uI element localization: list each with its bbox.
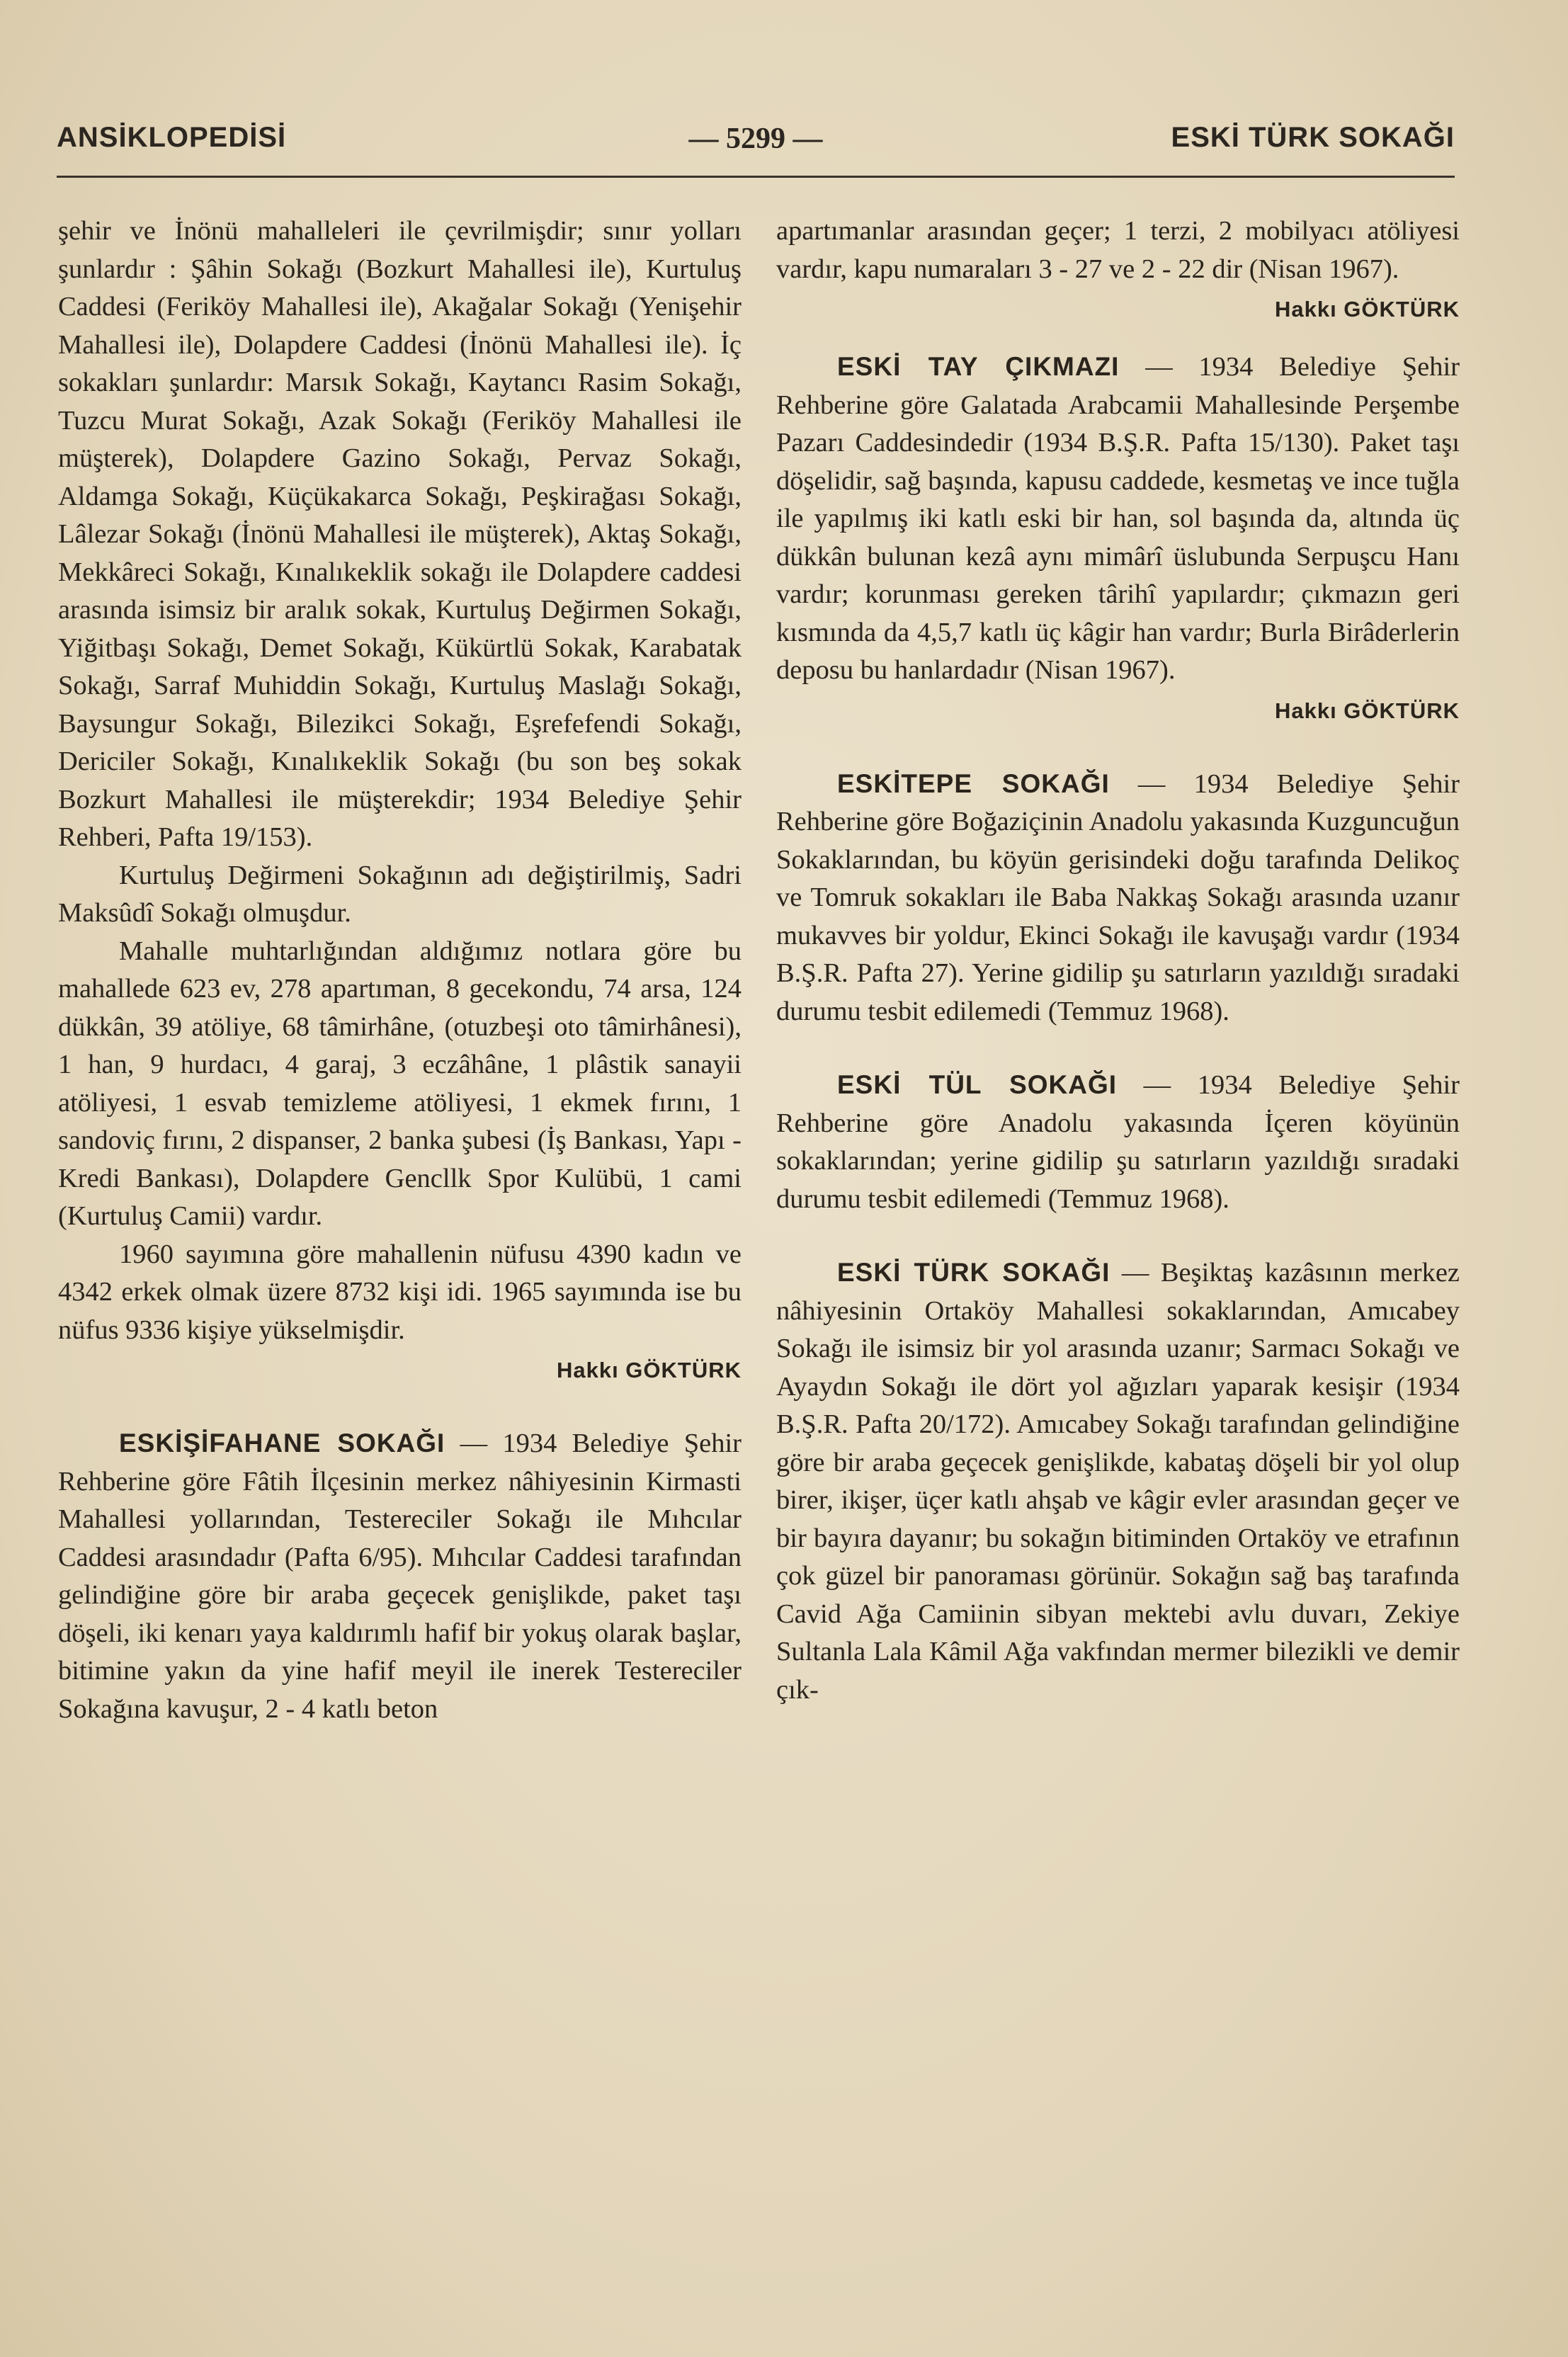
entry-title: ESKİ TÜL SOKAĞI — [837, 1070, 1118, 1099]
spacer — [58, 1389, 742, 1424]
paragraph: Kurtuluş Değirmeni Sokağının adı değiştirilmiş, Sadri Maksûdî Sokağı olmuşdur. — [58, 860, 742, 928]
entry-body: — 1934 Belediye Şehir Rehberine göre Galatada Arabcamii Mahallesinde Perşembe Pazarı Caddesindedir (1934 B.Ş.R. Pafta 15/130). Paket taşı döşelidir, sağ başında, kapusu caddede, kesmetaş ve ince tuğla ile yapılmış iki katlı eski bir han, sol başında da, altında üç dükkân bulunan kezâ aynı mimârî üslubunda Serpuşcu Hanı vardır; korunması gereken târihî yapılardır; çıkmazın geri kısmında da 4,5,7 katlı üç kâgir han vardır; Burla Birâderlerin deposu bu hanlardadır (Nisan 1967). — [776, 352, 1460, 685]
entry-title: ESKİŞİFAHANE SOKAĞI — [119, 1429, 445, 1458]
header-rule — [57, 176, 1455, 178]
spacer — [776, 1030, 1460, 1066]
entry-body: — Beşiktaş kazâsının merkez nâhiyesinin Ortaköy Mahallesi sokaklarından, Amıcabey Sokağı ile isimsiz bir yol arasında uzanır; Sarmacı Sokağı ve Ayaydın Sokağı ile dört yol ağızları yaparak kesişir (1934 B.Ş.R. Pafta 20/172). Amıcabey Sokağı tarafından gelindiğine göre bir araba geçecek genişlikde, kabataş döşeli bir yol olup birer, ikişer, üçer katlı ahşab ve kâgir evler arasından geçer ve bir bayıra dayanır; bu sokağın bitiminden Ortaköy ve etrafının çok güzel bir panoraması görünür. Sokağın sağ baş tarafında Cavid Ağa Camiinin sibyan mektebi avlu duvarı, Zekiye Sultanla Lala Kâmil Ağa vakfından mermer bilezikli ve demir çık- — [776, 1258, 1460, 1705]
paragraph: Mahalle muhtarlığından aldığımız notlara göre bu mahallede 623 ev, 278 apartıman, 8 gecekondu, 74 arsa, 124 dükkân, 39 atöliye, 68 tâmirhâne, (otuzbeşi oto tâmirhânesi), 1 han, 9 hurdacı, 4 garaj, 3 eczâhâne, 1 plâstik sanayii atöliyesi, 1 esvab temizleme atöliyesi, 1 ekmek fırını, 1 sandoviç fırını, 2 dispanser, 2 banka şubesi (İş Bankası, Yapı - Kredi Bankası), Dolapdere Gencllk Spor Kulübü, 1 cami (Kurtuluş Camii) vardır. — [58, 936, 742, 1231]
page-header — [57, 122, 1455, 164]
entry — [776, 1254, 1460, 1709]
entry — [776, 1066, 1460, 1218]
header-right: ESKİ TÜRK SOKAĞI — [1171, 122, 1455, 153]
spacer — [776, 328, 1460, 348]
author-signature: Hakkı GÖKTÜRK — [556, 1358, 742, 1382]
spacer — [776, 729, 1460, 765]
entry-body: — 1934 Belediye Şehir Rehberine göre Anadolu yakasında İçeren köyünün sokaklarından; yerine gidilip şu satırların yazıldığı sıradaki durumu tesbit edilemedi (Temmuz 1968). — [776, 1070, 1460, 1214]
page-number: — 5299 — — [688, 123, 823, 155]
header-left: ANSİKLOPEDİSİ — [57, 122, 287, 153]
paragraph: apartımanlar arasından geçer; 1 terzi, 2 mobilyacı atöliyesi vardır, kapu numaraları 3 - 27 ve 2 - 22 dir (Nisan 1967). — [776, 216, 1460, 284]
author-signature: Hakkı GÖKTÜRK — [1274, 297, 1460, 322]
entry-body: — 1934 Belediye Şehir Rehberine göre Boğaziçinin Anadolu yakasında Kuzguncuğun Sokaklarından, bu köyün gerisindeki doğu tarafında Delikoç ve Tomruk sokakları ile Baba Nakkaş Sokağı arasında uzanır mukavves bir yoldur, Ekinci Sokağı ile kavuşağı vardır (1934 B.Ş.R. Pafta 27). Yerine gidilip şu satırların yazıldığı sıradaki durumu tesbit edilemedi (Temmuz 1968). — [776, 768, 1460, 1026]
right-column — [776, 212, 1460, 1709]
entry-body: — 1934 Belediye Şehir Rehberine göre Fâtih İlçesinin merkez nâhiyesinin Kirmasti Mahallesi yollarından, Testereciler Sokağı ile Mıhcılar Caddesi arasındadır (Pafta 6/95). Mıhcılar Caddesi tarafından gelindiğine göre bir araba geçecek genişlikde, paket taşı döşeli, iki kenarı yaya kaldırımlı hafif bir yokuş olarak başlar, bitimine yakın da yine hafif meyil ile inerek Testereciler Sokağına kavuşur, 2 - 4 katlı beton — [58, 1429, 742, 1724]
paragraph: şehir ve İnönü mahalleleri ile çevrilmişdir; sınır yolları şunlardır : Şâhin Sokağı (Bozkurt Mahallesi ile), Kurtuluş Caddesi (Feriköy Mahallesi ile), Akağalar Sokağı (Yenişehir Mahallesi ile), Dolapdere Caddesi (İnönü Mahallesi ile). İç sokakları şunlardır: Marsık Sokağı, Kaytancı Rasim Sokağı, Tuzcu Murat Sokağı, Azak Sokağı (Feriköy Mahallesi ile müşterek), Dolapdere Gazino Sokağı, Pervaz Sokağı, Aldamga Sokağı, Küçükakarca Sokağı, Peşkirağası Sokağı, Lâlezar Sokağı (İnönü Mahallesi ile müşterek), Aktaş Sokağı, Mekkâreci Sokağı, Kınalıkeklik sokağı ile Dolapdere caddesi arasında isimsiz bir aralık sokak, Kurtuluş Değirmen Sokağı, Yiğitbaşı Sokağı, Demet Sokağı, Kükürtlü Sokak, Karabatak Sokağı, Sarraf Muhiddin Sokağı, Kurtuluş Maslağı Sokağı, Baysungur Sokağı, Bilezikci Sokağı, Eşrefefendi Sokağı, Dericiler Sokağı, Kınalıkeklik Sokağı (bu son beş sokak Bozkurt Mahallesi ile müşterekdir; 1934 Belediye Şehir Rehberi, Pafta 19/153). — [58, 216, 742, 852]
paragraph: 1960 sayımına göre mahallenin nüfusu 4390 kadın ve 4342 erkek olmak üzere 8732 kişi idi. 1965 sayımında ise bu nüfus 9336 kişiye yükselmişdir. — [58, 1239, 742, 1345]
spacer — [776, 1218, 1460, 1254]
entry-title: ESKİTEPE SOKAĞI — [837, 768, 1110, 798]
entry-title: ESKİ TAY ÇIKMAZI — [837, 352, 1120, 381]
left-column — [58, 212, 742, 1728]
entry — [58, 1424, 742, 1728]
entry-title: ESKİ TÜRK SOKAĞI — [837, 1258, 1110, 1287]
entry — [776, 765, 1460, 1031]
author-signature: Hakkı GÖKTÜRK — [1274, 698, 1460, 723]
entry — [776, 348, 1460, 690]
